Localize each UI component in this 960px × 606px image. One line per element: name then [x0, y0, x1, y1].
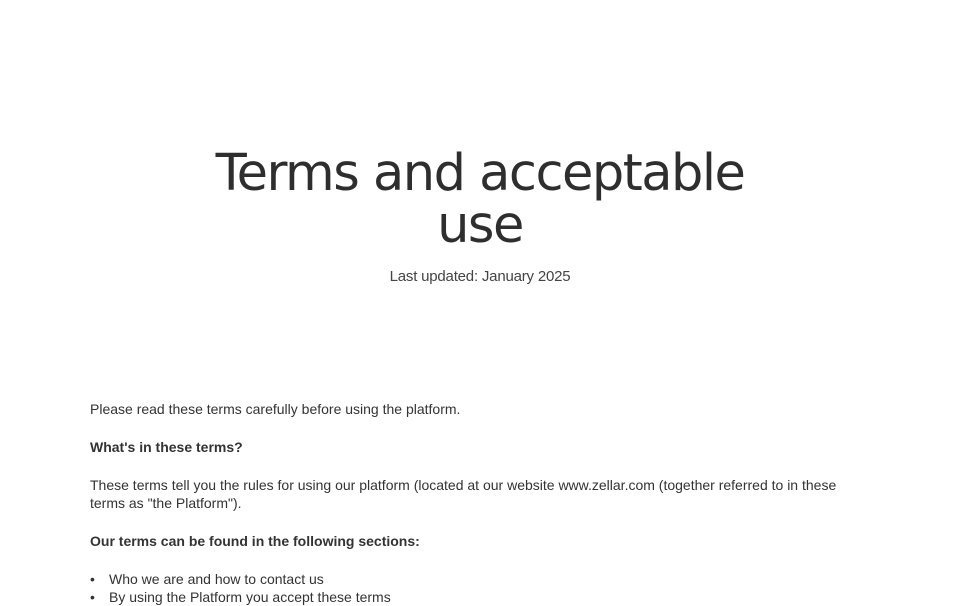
sections-heading: Our terms can be found in the following sections: [90, 533, 420, 549]
section-heading: What's in these terms? [90, 439, 243, 455]
page-header [0, 144, 960, 285]
list-item[interactable] [90, 588, 870, 606]
terms-content [90, 400, 870, 606]
bullet-icon: • [90, 571, 95, 587]
last-updated-text: Last updated: January 2025 [389, 268, 571, 285]
description-paragraph: These terms tell you the rules for using our platform (located at our website www.zellar.com (together referred to in these terms as "the Platform"). [90, 477, 837, 511]
list-item[interactable] [90, 570, 870, 588]
bullet-icon: • [90, 589, 95, 605]
page-title: Terms and acceptable use [215, 144, 745, 255]
list-item-label: By using the Platform you accept these terms [109, 589, 391, 605]
list-item-label: Who we are and how to contact us [109, 571, 324, 587]
intro-paragraph: Please read these terms carefully before using the platform. [90, 401, 461, 417]
sections-list [90, 570, 870, 606]
